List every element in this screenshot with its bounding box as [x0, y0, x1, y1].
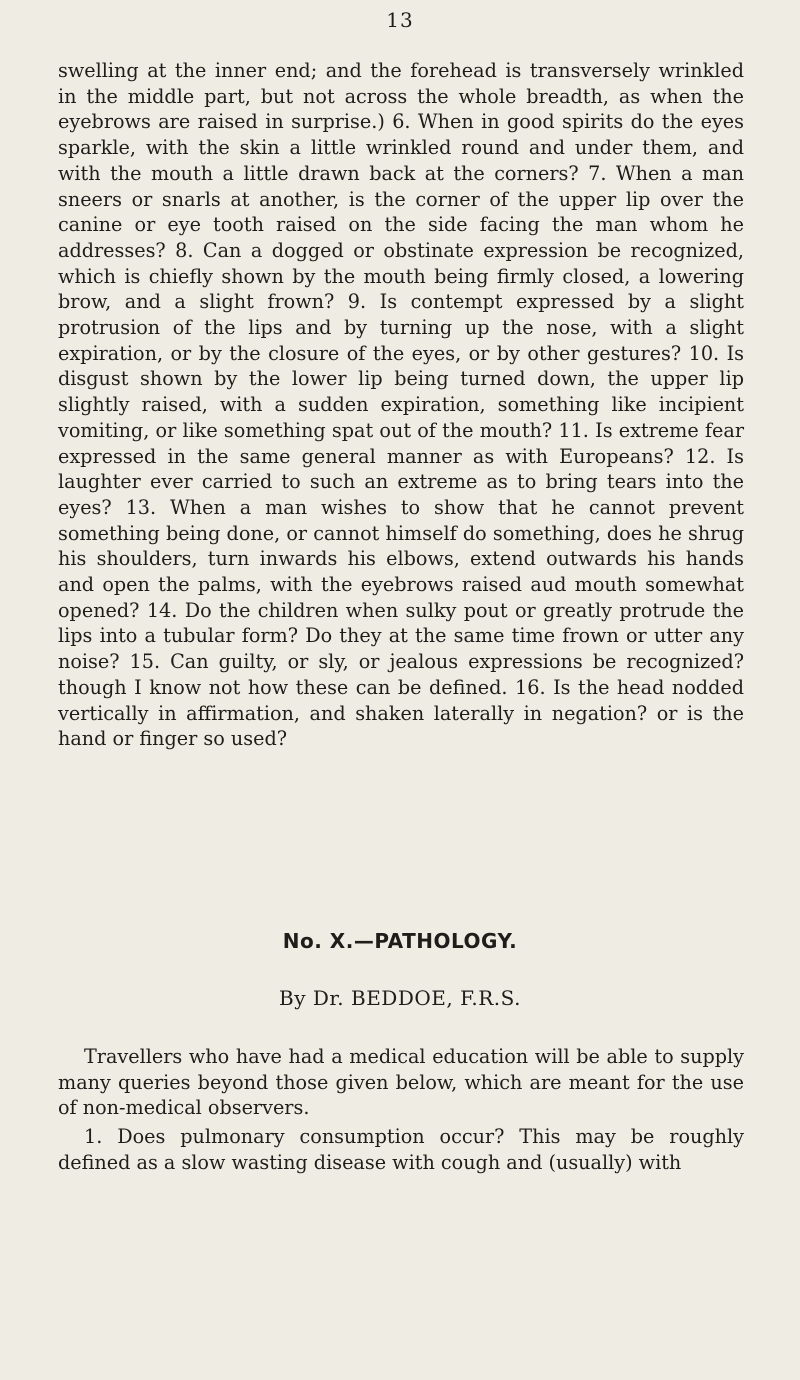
- intro-paragraph: Travellers who have had a medical education will be able to supply many queries beyond those given below, which are meant for the use of non-medical observers.: [58, 1045, 744, 1120]
- page-number: 13: [386, 8, 414, 32]
- question-paragraph: 1. Does pulmonary consumption occur? This may be roughly defined as a slow wasting disease with cough and (usually) with: [58, 1125, 744, 1174]
- section-title: No. X.—PATHOLOGY.: [282, 929, 518, 953]
- continued-paragraph: swelling at the inner end; and the forehead is transversely wrinkled in the middle part, but not across the whole breadth, as when the eyebrows are raised in surprise.) 6. When in good spirits do the eyes sparkle, with the skin a little wrinkled round and under them, and with the mouth a little drawn back at the corners? 7. When a man sneers or snarls at another, is the corner of the upper lip over the canine or eye tooth raised on the side facing the man whom he addresses? 8. Can a dogged or obstinate expression be recognized, which is chiefly shown by the mouth being firmly closed, a lowering brow, and a slight frown? 9. Is contempt expressed by a slight protrusion of the lips and by turning up the nose, with a slight expiration, or by the closure of the eyes, or by other gestures? 10. Is disgust shown by the lower lip being turned down, the upper lip slightly raised, with a sudden expiration, something like incipient vomiting, or like something spat out of the mouth? 11. Is extreme fear expressed in the same general manner as with Europeans? 12. Is laughter ever carried to such an extreme as to bring tears into the eyes? 13. When a man wishes to show that he cannot prevent something being done, or cannot himself do something, does he shrug his shoulders, turn inwards his elbows, extend outwards his hands and open the palms, with the eyebrows raised aud mouth somewhat opened? 14. Do the children when sulky pout or greatly protrude the lips into a tubular form? Do they at the same time frown or utter any noise? 15. Can guilty, or sly, or jealous expressions be recognized? though I know not how these can be defined. 16. Is the head nodded vertically in affirmation, and shaken laterally in negation? or is the hand or finger so used?: [58, 59, 744, 751]
- author-byline: By Dr. BEDDOE, F.R.S.: [279, 986, 521, 1010]
